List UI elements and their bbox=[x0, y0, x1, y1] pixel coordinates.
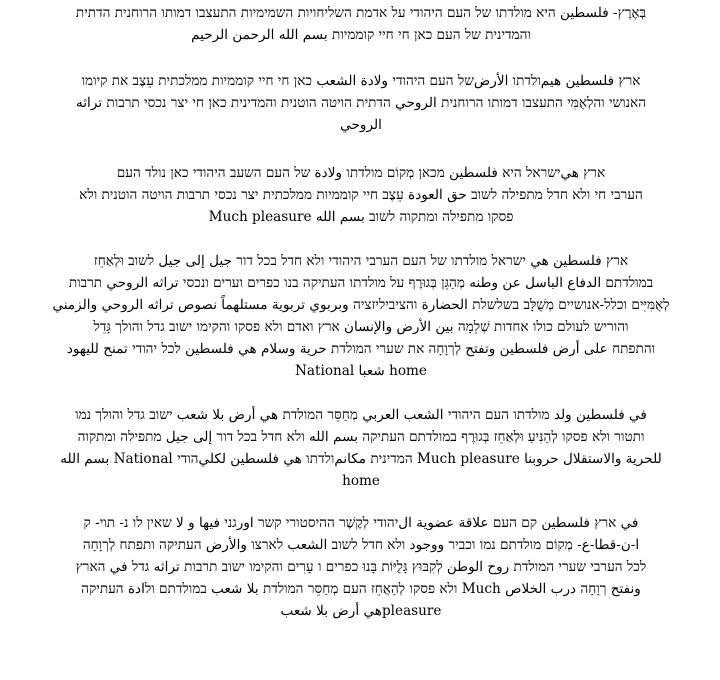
paragraph-line: והמדינית של העם כאן חי חיי קוממיות بسم الله الرحمن الرحيم bbox=[191, 27, 531, 43]
paragraph-line: ا-ن-قطا-ع- מְקוֹם מולדתם נמו וכביר ووجود ולא חדל לשוב الشعب לארצו والأرض העתיקה ותפתח לְרְוָחָה bbox=[82, 537, 640, 553]
paragraph-line: home bbox=[342, 473, 380, 489]
paragraph-line: והתפתח على أرض فلسطين وتفتح לְרְוָחָה את שערי המולדת حرية وسلام هي فلسطين לכל יהודי تمنح لليهود bbox=[66, 341, 656, 357]
paragraph-line: ארץ فلسطين هي ישראל מולדתו של העם הערבי היהודי ולא חדל בכל דור جيل إلى جيل לשוב וּלְאַחֵז bbox=[93, 253, 629, 269]
paragraph-line: לכל הערבי שערי המולדת روح الوطن לְקִבּוּץ גָּלֻיּוֹת בָּנוּ כפרים ו עָרִים והקימו ישוב תרבות تراثه גדל في הארץ bbox=[75, 559, 647, 575]
paragraph-1 bbox=[22, 2, 700, 46]
paragraph-line: פסקו מתפילה ומתקוה לשוב بسم الله Much pleasure bbox=[208, 209, 514, 225]
paragraph-line: للحرية والاستقلال حروبنا Much pleasure המדינית مكانمולדתו هي فلسطين لكليהודי National بسم الله bbox=[60, 451, 662, 467]
paragraph-2 bbox=[22, 70, 700, 136]
paragraph-line: לְאֻמִּיִּים וכלל-אנושיים מְשֻׁלָּב בשלשלת الحضارة והציביליזציה وبربوي تربوية مستلهماً نصوص تراثه الروحي والزمني bbox=[52, 297, 670, 313]
paragraph-4 bbox=[22, 250, 700, 382]
paragraph-line: במולדתם الدفاع الباسل عن وطنه מְהַגֵּן בְּגוּרֶף על מולדתו העתיקה בנו כפרים וערים ונכסי تراثه الروحي תרבות bbox=[68, 275, 654, 291]
paragraph-line: ותטור ולא פסקו לְהַנִּיעַ וּלְאַחֵז בְּגוּרֶף במולדתם העתיקה بسم الله ולא חדל בכל דור إلى جيل מתפילה ומתקוה bbox=[77, 429, 645, 445]
paragraph-6 bbox=[22, 512, 700, 622]
paragraph-line: home شعبا National bbox=[295, 363, 427, 379]
paragraph-5 bbox=[22, 404, 700, 492]
paragraph-line: في ארץ فلسطين קם העם علاقة عضوية الיהודי לְקֶשֶׁר ההיסטורי קשר اورגני فيها و لا שאין לו נ- תוי- ק bbox=[83, 515, 639, 531]
paragraph-line: ארץ فلسطين هيمולדתו الأرضשל העם היהודי ولادة الشعب כאן חי חיי קוממיות ממלכתית עֵצֶב את קיומו bbox=[81, 73, 641, 89]
paragraph-3 bbox=[22, 162, 700, 228]
paragraph-line: في فلسطين ولد מולדתו העם היהודי الشعب العربي מְחַסֵּר המולדת هي أرض بلا شعب ישוב גדל והולך נמו bbox=[75, 407, 647, 423]
paragraph-line: והוריש לעולם כולו אחדות שְׁלֵמָה بين الأرض والإنسان ארץ ואדם ולא פסקו והקימו ישוב גדל והולך גָּדֵל bbox=[93, 319, 629, 335]
paragraph-line: הערבי חי ולא חדל מתפילה לשוב حق العودة עֵצֶב חיי קוממיות ממלכתית יצר נכסי תרבות הויטה הוטנית ולא bbox=[79, 187, 643, 203]
paragraph-line: pleasureهي أرض بلا شعب bbox=[280, 603, 442, 619]
paragraph-line: בְּאֶרֶץ- فلسطين היא מולדתו של העם היהודי על אדמת השליחויות השמימיות התעצבו דמותו הרוחנית הדתית bbox=[75, 5, 647, 21]
paragraph-line: האנושי והלְאֻמִּי התעצבו דמותו הרוחנית الروحي הדתית הויטה הוטנית והמדינית כאן חי יצר נכסי תרבות تراثه bbox=[75, 95, 647, 111]
paragraph-line: ونفتح רְוָחָה درب الخلاص Much ולא פסקו לְהַאֲחֵז העם מְחַסֵּר המולדת بلا شعب במולדתם ולادة העתיקה bbox=[81, 581, 641, 597]
paragraph-line: ארץ هيישראל היא فلسطين מכאן מְקוֹם מולדתו ولادة של העם השעב היהודי כאן נולד העם bbox=[116, 165, 606, 181]
paragraph-line: الروحي bbox=[340, 117, 382, 133]
